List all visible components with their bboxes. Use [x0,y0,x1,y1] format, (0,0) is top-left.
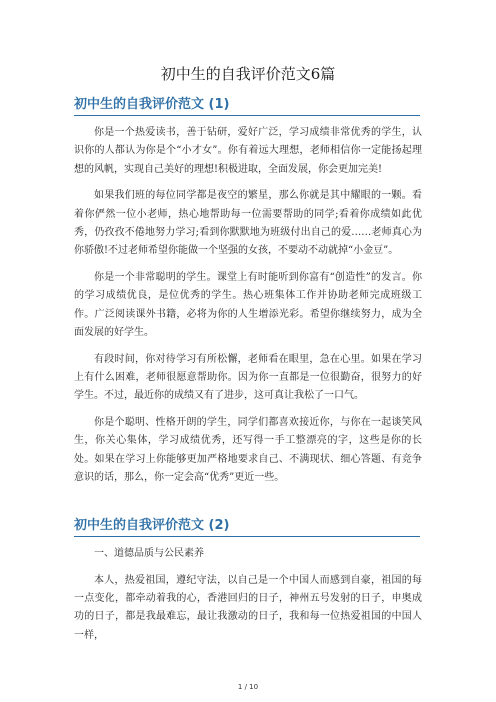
paragraph: 你是一个热爱读书，善于钻研，爱好广泛，学习成绩非常优秀的学生，认识你的人都认为你是个“小才女”。你有着远大理想，老师相信你一定能扬起理想的风帆，实现自己美好的理想!积极进取，全面发展，你会更加完美! [74,127,422,175]
page-indicator: 1 / 10 [237,683,259,691]
paragraph: 如果我们班的每位同学都是夜空的繁星，那么你就是其中耀眼的一颗。看着你俨然一位小老师，热心地帮助每一位需要帮助的同学;看着你成绩如此优秀，仍孜孜不倦地努力学习;看到你默默地为班级付出自己的爱……老师真心为你骄傲!不过老师希望你能做一个坚强的女孩，不要动不动就掉“小金豆”。 [74,190,422,257]
paragraph: 你是一个非常聪明的学生。课堂上有时能听到你富有“创造性”的发言。你的学习成绩优良，是位优秀的学生。热心班集体工作并协助老师完成班级工作。广泛阅读课外书籍，必将为你的人生增添光彩。希望你继续努力，成为全面发展的好学生。 [74,272,422,338]
subheading-paragraph: 一、道德品质与公民素养 [94,548,204,559]
section-body-2 [74,545,422,653]
paragraph: 有段时间，你对待学习有所松懈，老师看在眼里，急在心里。如果在学习上有什么困难，老师很愿意帮助你。因为你一直都是一位很勤奋，很努力的好学生。不过，最近你的成绩又有了进步，这可真让我松了一口气。 [74,353,422,402]
paragraph: 本人，热爱祖国，遵纪守法，以自己是一个中国人而感到自豪，祖国的每一点变化，都牵动着我的心，香港回归的日子，神州五号发射的日子，申奥成功的日子，都是我最难忘，最让我激动的日子，我和每一位热爱祖国的中国人一样， [74,574,422,641]
section-body-1 [74,124,422,496]
section-heading-2: 初中生的自我评价范文 (2) [74,517,420,537]
section-heading-1: 初中生的自我评价范文 (1) [74,96,420,116]
paragraph: 你是个聪明、性格开朗的学生，同学们都喜欢接近你，与你在一起谈笑风生，你关心集体，学习成绩优秀，还写得一手工整漂亮的字，这些是你的长处。如果在学习上你能够更加严格地要求自己、不满现状、细心答题、有竞争意识的话，那么，你一定会高“优秀”更近一些。 [74,417,422,484]
document-title: 初中生的自我评价范文6篇 [160,65,336,83]
